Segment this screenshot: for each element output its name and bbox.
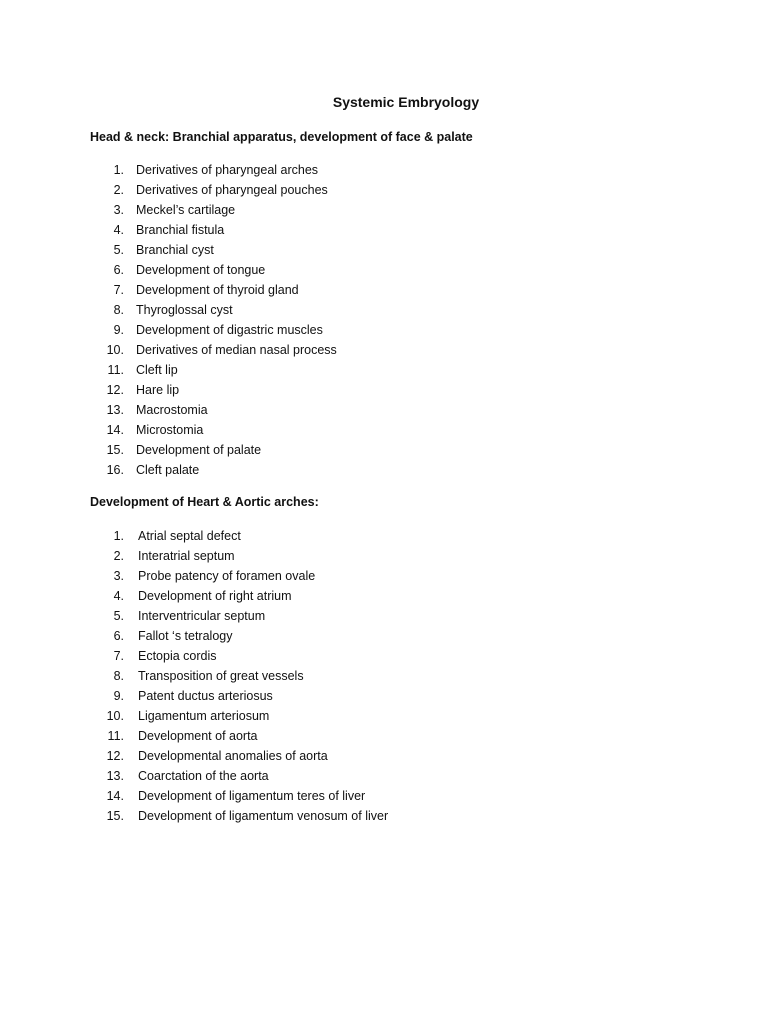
list-item-text: Cleft palate	[136, 463, 200, 477]
list-item-number: 14.	[106, 423, 124, 437]
list-item-text: Ligamentum arteriosum	[138, 709, 270, 723]
list-item-text: Coarctation of the aorta	[138, 769, 269, 783]
list-item-number: 12.	[106, 383, 124, 397]
list-item-text: Development of thyroid gland	[136, 283, 299, 297]
list-item-number: 15.	[106, 809, 124, 823]
list-item-text: Derivatives of pharyngeal pouches	[136, 183, 328, 197]
list-item-text: Probe patency of foramen ovale	[138, 569, 316, 583]
list-item-text: Patent ductus arteriosus	[138, 689, 273, 703]
list-item-number: 8.	[113, 669, 124, 683]
list-item-number: 9.	[113, 323, 124, 337]
list-item-text: Cleft lip	[136, 363, 178, 377]
list-item-text: Branchial fistula	[136, 223, 225, 237]
list-item-number: 4.	[113, 589, 124, 603]
list-item-number: 14.	[106, 789, 124, 803]
list-item-text: Development of right atrium	[138, 589, 292, 603]
list-item-text: Development of ligamentum venosum of liver	[138, 809, 389, 823]
list-item-text: Derivatives of pharyngeal arches	[136, 163, 319, 177]
list-item-number: 5.	[113, 243, 124, 257]
list-item-text: Derivatives of median nasal process	[136, 343, 337, 357]
list-item-text: Atrial septal defect	[138, 529, 241, 543]
list-item-number: 1.	[113, 529, 124, 543]
page-title: Systemic Embryology	[332, 94, 480, 110]
list-item-text: Branchial cyst	[136, 243, 214, 257]
list-item-text: Development of digastric muscles	[136, 323, 323, 337]
list-item-text: Transposition of great vessels	[138, 669, 304, 683]
list-item-number: 6.	[113, 263, 124, 277]
list-item-text: Thyroglossal cyst	[136, 303, 233, 317]
list-item-number: 12.	[106, 749, 124, 763]
list-item-number: 4.	[113, 223, 124, 237]
list-item-number: 1.	[113, 163, 124, 177]
list-item-text: Development of ligamentum teres of liver	[138, 789, 366, 803]
list-item-number: 2.	[113, 183, 124, 197]
section-heading-head-neck: Head & neck: Branchial apparatus, development of face & palate	[90, 130, 473, 144]
list-item-number: 5.	[113, 609, 124, 623]
list-item-number: 8.	[113, 303, 124, 317]
section-heading-heart-aortic: Development of Heart & Aortic arches:	[90, 495, 319, 509]
list-item-text: Meckel’s cartilage	[136, 203, 236, 217]
list-item-text: Development of aorta	[138, 729, 258, 743]
list-item-text: Development of tongue	[136, 263, 266, 277]
list-item-number: 11.	[107, 729, 124, 743]
list-item-number: 13.	[106, 769, 124, 783]
list-item-text: Hare lip	[136, 383, 180, 397]
list-item-number: 6.	[113, 629, 124, 643]
list-item-number: 7.	[113, 283, 124, 297]
list-item-text: Interatrial septum	[138, 549, 235, 563]
list-item-text: Fallot ‘s tetralogy	[138, 629, 233, 643]
list-item-number: 11.	[107, 363, 124, 377]
list-item-text: Microstomia	[136, 423, 204, 437]
list-item-text: Macrostomia	[136, 403, 208, 417]
list-item-number: 3.	[113, 203, 124, 217]
list-item-text: Developmental anomalies of aorta	[138, 749, 328, 763]
list-item-text: Ectopia cordis	[138, 649, 217, 663]
list-item-number: 7.	[113, 649, 124, 663]
list-item-number: 3.	[113, 569, 124, 583]
list-item-text: Development of palate	[136, 443, 262, 457]
list-item-number: 13.	[106, 403, 124, 417]
list-item-number: 16.	[106, 463, 124, 477]
list-item-number: 9.	[113, 689, 124, 703]
list-item-number: 15.	[106, 443, 124, 457]
list-item-text: Interventricular septum	[138, 609, 266, 623]
list-item-number: 10.	[106, 343, 124, 357]
list-item-number: 2.	[113, 549, 124, 563]
list-item-number: 10.	[106, 709, 124, 723]
